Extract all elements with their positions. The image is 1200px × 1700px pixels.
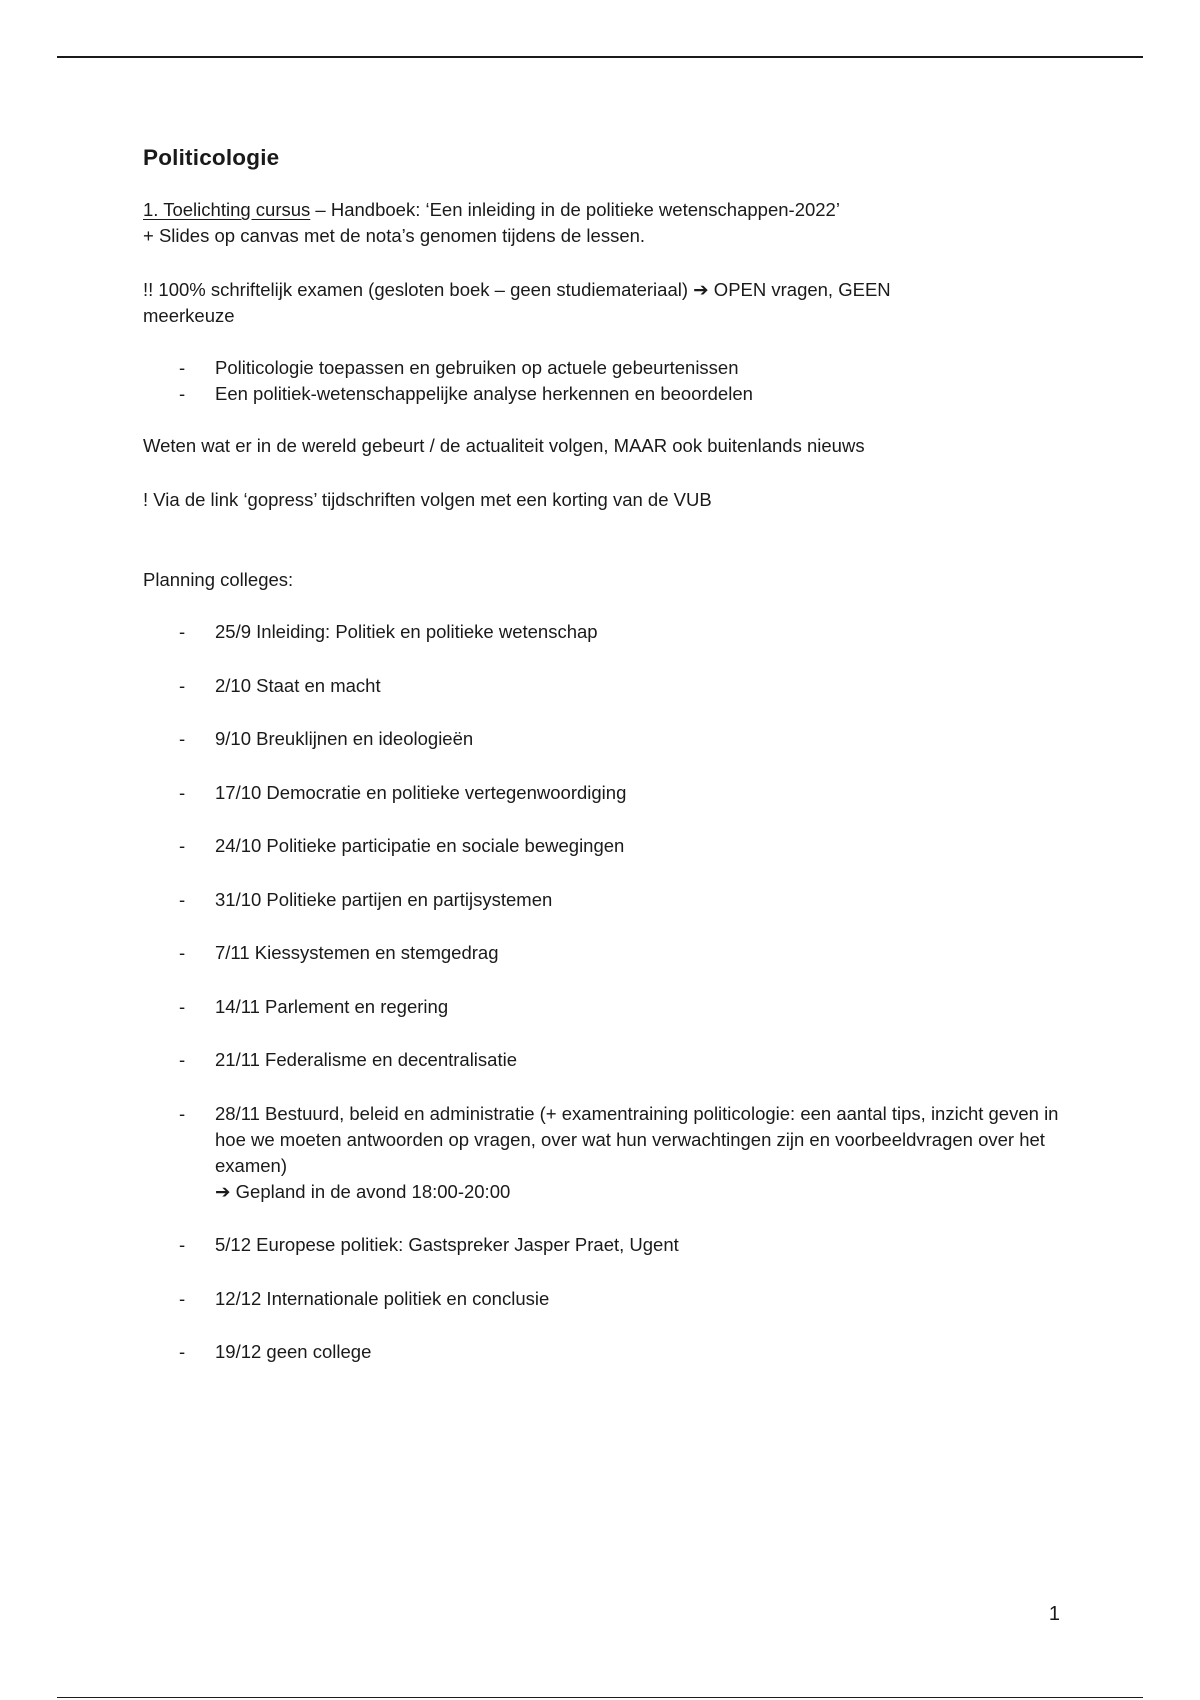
planning-item-text: 2/10 Staat en macht — [215, 674, 381, 696]
course-explanation-link: 1. Toelichting cursus — [143, 199, 311, 220]
slides-text: + Slides op canvas met de nota’s genomen tijdens de lessen. — [143, 225, 646, 246]
planning-note: ➔ Gepland in de avond 18:00-20:00 — [215, 1180, 511, 1202]
dash-bullet: - — [179, 995, 186, 1017]
dash-bullet: - — [179, 1234, 186, 1255]
planning-item-text: 17/10 Democratie en politieke vertegenwoordiging — [215, 781, 627, 803]
planning-item-text: 21/11 Federalisme en decentralisatie — [215, 1049, 517, 1070]
planning-item-text: 14/11 Parlement en regering — [215, 995, 449, 1017]
dash-bullet: - — [179, 942, 186, 963]
list-item-text: Politicologie toepassen en gebruiken op actuele gebeurtenissen — [215, 357, 739, 378]
page-number: 1 — [1048, 1603, 1060, 1625]
dash-bullet: - — [179, 1287, 186, 1309]
planning-item — [143, 780, 1063, 806]
dash-bullet: - — [179, 383, 186, 404]
dash-bullet: - — [179, 1341, 186, 1362]
planning-item — [143, 994, 1063, 1020]
planning-item-text: 7/11 Kiessystemen en stemgedrag — [215, 942, 499, 963]
planning-item — [143, 1047, 1063, 1073]
dash-bullet: - — [179, 888, 186, 910]
exam-note: !! 100% schriftelijk examen (gesloten boek – geen studiemateriaal) ➔ OPEN vragen, GEEN meerkeuze — [143, 279, 891, 326]
planning-item-text: 24/10 Politieke participatie en sociale bewegingen — [215, 835, 625, 856]
dash-bullet: - — [179, 835, 186, 856]
gopress-note: ! Via de link ‘gopress’ tijdschriften volgen met een korting van de VUB — [143, 489, 712, 510]
footer-rule — [57, 1697, 1143, 1698]
planning-item-text: 28/11 Bestuurd, beleid en administratie (+ examentraining politicologie: een aantal tips, inzicht geven in hoe we moeten antwoorden op vragen, over wat hun verwachtingen zijn en voorbeeldvragen over het examen) — [215, 1102, 1059, 1176]
dash-bullet: - — [179, 621, 186, 642]
planning-item — [143, 673, 1063, 699]
news-note: Weten wat er in de wereld gebeurt / de actualiteit volgen, MAAR ook buitenlands nieuws — [143, 435, 865, 456]
dash-bullet: - — [179, 1102, 186, 1124]
planning-item-text: 25/9 Inleiding: Politiek en politieke wetenschap — [215, 621, 598, 642]
dash-bullet: - — [179, 781, 186, 803]
dash-bullet: - — [179, 674, 186, 696]
dash-bullet: - — [179, 1049, 186, 1070]
planning-item — [143, 1339, 1063, 1365]
dash-bullet: - — [179, 357, 186, 378]
course-intro — [143, 197, 1063, 223]
planning-item-text: 12/12 Internationale politiek en conclusie — [215, 1287, 550, 1309]
planning-list — [143, 619, 1063, 1365]
planning-item-text: 19/12 geen college — [215, 1341, 372, 1362]
page-title: Politicologie — [143, 145, 280, 170]
list-item-text: Een politiek-wetenschappelijke analyse herkennen en beoordelen — [215, 383, 753, 404]
list-item — [143, 355, 1063, 381]
header-rule — [57, 56, 1143, 58]
planning-item — [143, 619, 1063, 645]
skills-list — [143, 355, 1063, 407]
dash-bullet: - — [179, 728, 186, 749]
planning-item — [143, 940, 1063, 966]
planning-item — [143, 887, 1063, 913]
planning-item-text: 31/10 Politieke partijen en partijsystemen — [215, 888, 553, 910]
planning-item-text: 9/10 Breuklijnen en ideologieën — [215, 728, 474, 749]
planning-item — [143, 1232, 1063, 1258]
planning-heading: Planning colleges: — [143, 569, 294, 590]
planning-item — [143, 833, 1063, 859]
list-item — [143, 381, 1063, 407]
planning-item — [143, 726, 1063, 752]
handbook-text: – Handboek: ‘Een inleiding in de politieke wetenschappen-2022’ — [310, 199, 840, 220]
planning-item — [143, 1101, 1063, 1205]
planning-item-text: 5/12 Europese politiek: Gastspreker Jasper Praet, Ugent — [215, 1234, 679, 1255]
planning-item — [143, 1286, 1063, 1312]
page-content — [143, 143, 1063, 1365]
